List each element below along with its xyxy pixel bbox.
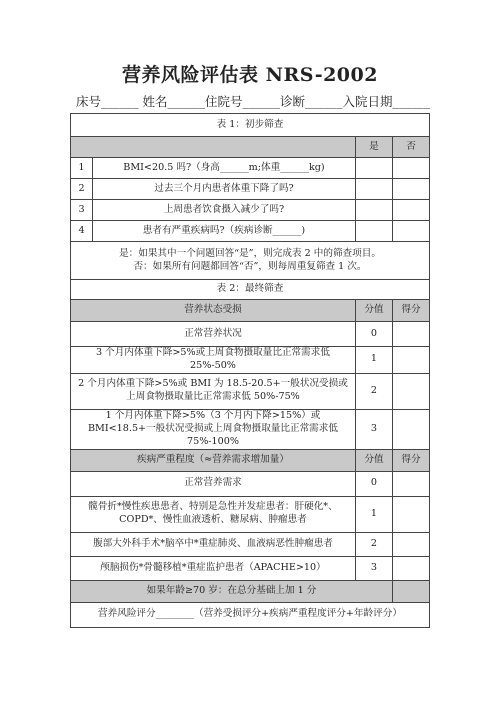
nutrition-section-header: 营养状态受损 (71, 300, 356, 322)
age-points-input[interactable] (392, 580, 429, 602)
points-header: 得分 (392, 300, 429, 322)
score-header: 分值 (355, 449, 392, 471)
disease-criterion: 颅脑损伤*骨髓移植*重症监护患者（APACHE>10） (71, 556, 356, 580)
yes-checkbox[interactable] (355, 221, 392, 242)
score-value: 1 (355, 347, 392, 374)
score-value: 3 (355, 556, 392, 580)
score-value: 2 (355, 532, 392, 556)
question-text: BMI<20.5 吗?（身高______m;体重______kg) (93, 158, 356, 179)
disease-criterion: 腹部大外科手术*脑卒中*重症肺炎、血液病恶性肿瘤患者 (71, 532, 356, 556)
no-checkbox[interactable] (392, 158, 429, 179)
table1-header-blank (71, 137, 356, 158)
disease-section-header: 疾病严重程度（≈营养需求增加量） (71, 449, 356, 471)
no-checkbox[interactable] (392, 179, 429, 200)
yes-checkbox[interactable] (355, 200, 392, 221)
nutrition-criterion: 正常营养状况 (71, 322, 356, 347)
question-number: 4 (71, 221, 93, 242)
score-value: 1 (355, 496, 392, 532)
score-value: 0 (355, 471, 392, 496)
nutrition-criterion: 1 个月内体重下降>5%（3 个月内下降>15%）或 BMI<18.5+一般状况受损或上周食物摄取量比正常需求低 75%-100% (71, 409, 356, 449)
table1-notes (71, 242, 430, 280)
question-text: 过去三个月内患者体重下降了吗? (93, 179, 356, 200)
question-text: 上周患者饮食摄入减少了吗? (93, 200, 356, 221)
points-input[interactable] (392, 322, 429, 347)
points-input[interactable] (392, 373, 429, 409)
disease-criterion: 正常营养需求 (71, 471, 356, 496)
disease-criterion: 髋骨折*慢性疾患患者、特别是急性并发症患者：肝硬化*、COPD*、慢性血液透析、糖尿病、肿瘤患者 (71, 496, 356, 532)
nutrition-criterion: 3 个月内体重下降>5%或上周食物摄取量比正常需求低 25%-50% (71, 347, 356, 374)
points-input[interactable] (392, 532, 429, 556)
question-text: 患者有严重疾病吗?（疾病诊断______) (93, 221, 356, 242)
yes-checkbox[interactable] (355, 179, 392, 200)
score-value: 2 (355, 373, 392, 409)
page-title: 营养风险评估表 NRS-2002 (122, 64, 378, 86)
note-no: 否：如果所有问题都回答“否”，则每周重复筛查 1 次。 (133, 260, 367, 272)
score-value: 0 (355, 322, 392, 347)
question-number: 1 (71, 158, 93, 179)
note-yes: 是：如果其中一个问题回答“是”，则完成表 2 中的筛查项目。 (119, 247, 381, 259)
points-input[interactable] (392, 556, 429, 580)
points-header: 得分 (392, 449, 429, 471)
points-input[interactable] (392, 409, 429, 449)
table1-caption: 表 1：初步筛查 (71, 114, 430, 137)
age-adjustment-row: 如果年龄≥70 岁：在总分基础上加 1 分 (71, 580, 393, 602)
patient-info-line: 床号______ 姓名______住院号______诊断______入院日期______ (76, 94, 430, 109)
points-input[interactable] (392, 347, 429, 374)
score-header: 分值 (355, 300, 392, 322)
table1-yes-header: 是 (355, 137, 392, 158)
nrs-2002-table (70, 113, 430, 628)
points-input[interactable] (392, 471, 429, 496)
table1-no-header: 否 (392, 137, 429, 158)
no-checkbox[interactable] (392, 200, 429, 221)
nutrition-criterion: 2 个月内体重下降>5%或 BMI 为 18.5-20.5+一般状况受损或上周食物摄取量比正常需求低 50%-75% (71, 373, 356, 409)
total-score-row: 营养风险评分________（营养受损评分+疾病严重程度评分+年龄评分） (71, 602, 430, 627)
points-input[interactable] (392, 496, 429, 532)
yes-checkbox[interactable] (355, 158, 392, 179)
question-number: 2 (71, 179, 93, 200)
question-number: 3 (71, 200, 93, 221)
table2-caption: 表 2：最终筛查 (71, 280, 430, 300)
score-value: 3 (355, 409, 392, 449)
no-checkbox[interactable] (392, 221, 429, 242)
